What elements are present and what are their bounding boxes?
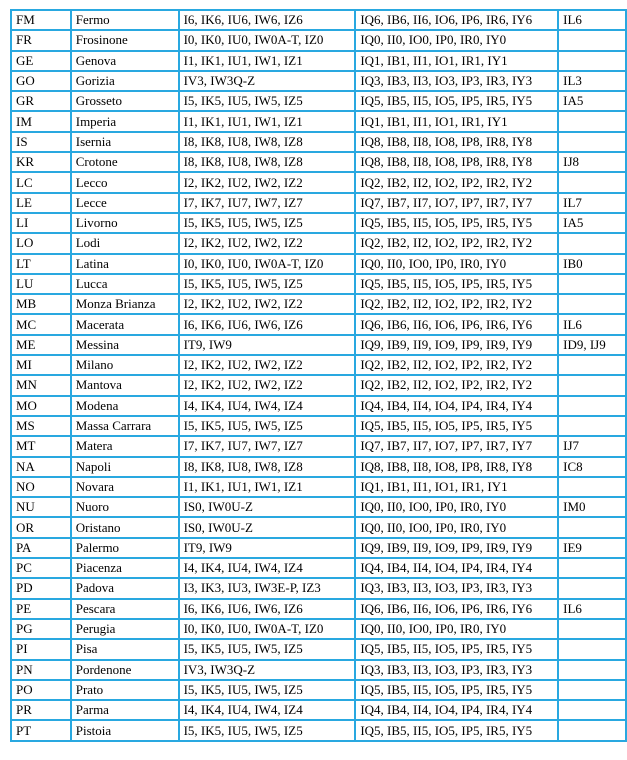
province-code-cell: PD: [12, 579, 72, 599]
special-prefixes-cell: IQ5, IB5, II5, IO5, IP5, IR5, IY5: [356, 681, 559, 701]
station-prefixes-cell: I6, IK6, IU6, IW6, IZ6: [180, 11, 357, 31]
province-name-cell: Milano: [72, 356, 180, 376]
extra-prefixes-cell: IA5: [559, 214, 627, 234]
extra-prefixes-cell: [559, 31, 627, 51]
province-name-cell: Pordenone: [72, 661, 180, 681]
province-code-cell: PE: [12, 600, 72, 620]
table-row: [12, 92, 627, 112]
special-prefixes-cell: IQ7, IB7, II7, IO7, IP7, IR7, IY7: [356, 194, 559, 214]
province-name-cell: Parma: [72, 701, 180, 721]
special-prefixes-cell: IQ3, IB3, II3, IO3, IP3, IR3, IY3: [356, 579, 559, 599]
table-row: [12, 417, 627, 437]
table-row: [12, 72, 627, 92]
special-prefixes-cell: IQ9, IB9, II9, IO9, IP9, IR9, IY9: [356, 336, 559, 356]
province-code-cell: MS: [12, 417, 72, 437]
table-row: [12, 397, 627, 417]
station-prefixes-cell: IS0, IW0U-Z: [180, 498, 357, 518]
province-code-cell: NU: [12, 498, 72, 518]
extra-prefixes-cell: [559, 701, 627, 721]
province-code-cell: MT: [12, 437, 72, 457]
table-row: [12, 31, 627, 51]
extra-prefixes-cell: ID9, IJ9: [559, 336, 627, 356]
province-code-cell: OR: [12, 518, 72, 538]
province-code-cell: MN: [12, 376, 72, 396]
extra-prefixes-cell: [559, 478, 627, 498]
table-row: [12, 336, 627, 356]
special-prefixes-cell: IQ2, IB2, II2, IO2, IP2, IR2, IY2: [356, 376, 559, 396]
special-prefixes-cell: IQ4, IB4, II4, IO4, IP4, IR4, IY4: [356, 701, 559, 721]
province-name-cell: Perugia: [72, 620, 180, 640]
province-name-cell: Lecco: [72, 173, 180, 193]
special-prefixes-cell: IQ5, IB5, II5, IO5, IP5, IR5, IY5: [356, 92, 559, 112]
table-row: [12, 275, 627, 295]
extra-prefixes-cell: IL6: [559, 315, 627, 335]
province-name-cell: Macerata: [72, 315, 180, 335]
station-prefixes-cell: I2, IK2, IU2, IW2, IZ2: [180, 376, 357, 396]
province-code-cell: NA: [12, 458, 72, 478]
province-code-cell: MB: [12, 295, 72, 315]
special-prefixes-cell: IQ6, IB6, II6, IO6, IP6, IR6, IY6: [356, 315, 559, 335]
station-prefixes-cell: I6, IK6, IU6, IW6, IZ6: [180, 315, 357, 335]
province-code-cell: GE: [12, 52, 72, 72]
table-row: [12, 315, 627, 335]
extra-prefixes-cell: IJ7: [559, 437, 627, 457]
special-prefixes-cell: IQ2, IB2, II2, IO2, IP2, IR2, IY2: [356, 295, 559, 315]
station-prefixes-cell: I3, IK3, IU3, IW3E-P, IZ3: [180, 579, 357, 599]
station-prefixes-cell: I5, IK5, IU5, IW5, IZ5: [180, 417, 357, 437]
station-prefixes-cell: I8, IK8, IU8, IW8, IZ8: [180, 133, 357, 153]
extra-prefixes-cell: [559, 681, 627, 701]
province-name-cell: Matera: [72, 437, 180, 457]
special-prefixes-cell: IQ4, IB4, II4, IO4, IP4, IR4, IY4: [356, 559, 559, 579]
table-row: [12, 681, 627, 701]
station-prefixes-cell: I0, IK0, IU0, IW0A-T, IZ0: [180, 31, 357, 51]
table-row: [12, 701, 627, 721]
special-prefixes-cell: IQ0, II0, IO0, IP0, IR0, IY0: [356, 255, 559, 275]
special-prefixes-cell: IQ3, IB3, II3, IO3, IP3, IR3, IY3: [356, 661, 559, 681]
special-prefixes-cell: IQ1, IB1, II1, IO1, IR1, IY1: [356, 52, 559, 72]
table-row: [12, 498, 627, 518]
province-code-cell: NO: [12, 478, 72, 498]
province-code-cell: PT: [12, 721, 72, 741]
table-row: [12, 518, 627, 538]
special-prefixes-cell: IQ5, IB5, II5, IO5, IP5, IR5, IY5: [356, 417, 559, 437]
extra-prefixes-cell: [559, 112, 627, 132]
province-name-cell: Napoli: [72, 458, 180, 478]
table-row: [12, 255, 627, 275]
table-row: [12, 458, 627, 478]
special-prefixes-cell: IQ0, II0, IO0, IP0, IR0, IY0: [356, 498, 559, 518]
special-prefixes-cell: IQ8, IB8, II8, IO8, IP8, IR8, IY8: [356, 458, 559, 478]
extra-prefixes-cell: IC8: [559, 458, 627, 478]
table-row: [12, 539, 627, 559]
extra-prefixes-cell: IB0: [559, 255, 627, 275]
province-name-cell: Monza Brianza: [72, 295, 180, 315]
station-prefixes-cell: I5, IK5, IU5, IW5, IZ5: [180, 275, 357, 295]
table-row: [12, 376, 627, 396]
province-name-cell: Padova: [72, 579, 180, 599]
extra-prefixes-cell: [559, 173, 627, 193]
province-name-cell: Frosinone: [72, 31, 180, 51]
station-prefixes-cell: I7, IK7, IU7, IW7, IZ7: [180, 194, 357, 214]
special-prefixes-cell: IQ5, IB5, II5, IO5, IP5, IR5, IY5: [356, 640, 559, 660]
extra-prefixes-cell: [559, 579, 627, 599]
special-prefixes-cell: IQ1, IB1, II1, IO1, IR1, IY1: [356, 112, 559, 132]
special-prefixes-cell: IQ6, IB6, II6, IO6, IP6, IR6, IY6: [356, 600, 559, 620]
special-prefixes-cell: IQ5, IB5, II5, IO5, IP5, IR5, IY5: [356, 275, 559, 295]
table-row: [12, 11, 627, 31]
extra-prefixes-cell: [559, 52, 627, 72]
province-code-cell: IM: [12, 112, 72, 132]
province-name-cell: Modena: [72, 397, 180, 417]
extra-prefixes-cell: [559, 356, 627, 376]
station-prefixes-cell: I0, IK0, IU0, IW0A-T, IZ0: [180, 255, 357, 275]
station-prefixes-cell: I2, IK2, IU2, IW2, IZ2: [180, 356, 357, 376]
province-name-cell: Grosseto: [72, 92, 180, 112]
province-code-cell: LO: [12, 234, 72, 254]
table-row: [12, 600, 627, 620]
province-name-cell: Massa Carrara: [72, 417, 180, 437]
table-row: [12, 153, 627, 173]
table-row: [12, 620, 627, 640]
station-prefixes-cell: I5, IK5, IU5, IW5, IZ5: [180, 640, 357, 660]
extra-prefixes-cell: IL6: [559, 600, 627, 620]
extra-prefixes-cell: [559, 234, 627, 254]
special-prefixes-cell: IQ5, IB5, II5, IO5, IP5, IR5, IY5: [356, 214, 559, 234]
table-row: [12, 437, 627, 457]
table-row: [12, 52, 627, 72]
province-name-cell: Piacenza: [72, 559, 180, 579]
province-name-cell: Genova: [72, 52, 180, 72]
special-prefixes-cell: IQ9, IB9, II9, IO9, IP9, IR9, IY9: [356, 539, 559, 559]
special-prefixes-cell: IQ0, II0, IO0, IP0, IR0, IY0: [356, 620, 559, 640]
extra-prefixes-cell: IL3: [559, 72, 627, 92]
extra-prefixes-cell: [559, 518, 627, 538]
province-code-cell: PA: [12, 539, 72, 559]
province-name-cell: Latina: [72, 255, 180, 275]
station-prefixes-cell: I4, IK4, IU4, IW4, IZ4: [180, 701, 357, 721]
table-row: [12, 234, 627, 254]
extra-prefixes-cell: IM0: [559, 498, 627, 518]
extra-prefixes-cell: [559, 376, 627, 396]
province-code-cell: PR: [12, 701, 72, 721]
table-body: [12, 11, 627, 742]
extra-prefixes-cell: [559, 559, 627, 579]
station-prefixes-cell: I1, IK1, IU1, IW1, IZ1: [180, 52, 357, 72]
province-code-cell: PI: [12, 640, 72, 660]
special-prefixes-cell: IQ8, IB8, II8, IO8, IP8, IR8, IY8: [356, 133, 559, 153]
province-code-cell: LC: [12, 173, 72, 193]
special-prefixes-cell: IQ2, IB2, II2, IO2, IP2, IR2, IY2: [356, 173, 559, 193]
extra-prefixes-cell: IL7: [559, 194, 627, 214]
table-row: [12, 559, 627, 579]
special-prefixes-cell: IQ3, IB3, II3, IO3, IP3, IR3, IY3: [356, 72, 559, 92]
station-prefixes-cell: I4, IK4, IU4, IW4, IZ4: [180, 397, 357, 417]
province-name-cell: Pescara: [72, 600, 180, 620]
province-code-cell: MI: [12, 356, 72, 376]
station-prefixes-cell: I8, IK8, IU8, IW8, IZ8: [180, 458, 357, 478]
station-prefixes-cell: I5, IK5, IU5, IW5, IZ5: [180, 92, 357, 112]
station-prefixes-cell: I6, IK6, IU6, IW6, IZ6: [180, 600, 357, 620]
special-prefixes-cell: IQ1, IB1, II1, IO1, IR1, IY1: [356, 478, 559, 498]
province-code-cell: KR: [12, 153, 72, 173]
special-prefixes-cell: IQ6, IB6, II6, IO6, IP6, IR6, IY6: [356, 11, 559, 31]
province-name-cell: Livorno: [72, 214, 180, 234]
province-code-cell: FR: [12, 31, 72, 51]
table-row: [12, 356, 627, 376]
province-code-cell: FM: [12, 11, 72, 31]
extra-prefixes-cell: IL6: [559, 11, 627, 31]
special-prefixes-cell: IQ7, IB7, II7, IO7, IP7, IR7, IY7: [356, 437, 559, 457]
province-code-cell: ME: [12, 336, 72, 356]
province-code-cell: MO: [12, 397, 72, 417]
province-name-cell: Mantova: [72, 376, 180, 396]
extra-prefixes-cell: [559, 295, 627, 315]
table-row: [12, 721, 627, 741]
province-code-cell: PO: [12, 681, 72, 701]
province-name-cell: Nuoro: [72, 498, 180, 518]
province-code-cell: IS: [12, 133, 72, 153]
province-code-cell: LT: [12, 255, 72, 275]
extra-prefixes-cell: [559, 640, 627, 660]
extra-prefixes-cell: [559, 417, 627, 437]
special-prefixes-cell: IQ8, IB8, II8, IO8, IP8, IR8, IY8: [356, 153, 559, 173]
table-row: [12, 214, 627, 234]
station-prefixes-cell: I5, IK5, IU5, IW5, IZ5: [180, 681, 357, 701]
special-prefixes-cell: IQ2, IB2, II2, IO2, IP2, IR2, IY2: [356, 234, 559, 254]
province-name-cell: Palermo: [72, 539, 180, 559]
province-code-cell: LU: [12, 275, 72, 295]
table-row: [12, 661, 627, 681]
station-prefixes-cell: I7, IK7, IU7, IW7, IZ7: [180, 437, 357, 457]
station-prefixes-cell: I4, IK4, IU4, IW4, IZ4: [180, 559, 357, 579]
extra-prefixes-cell: IJ8: [559, 153, 627, 173]
province-name-cell: Isernia: [72, 133, 180, 153]
station-prefixes-cell: I2, IK2, IU2, IW2, IZ2: [180, 295, 357, 315]
province-name-cell: Lucca: [72, 275, 180, 295]
province-name-cell: Imperia: [72, 112, 180, 132]
province-name-cell: Fermo: [72, 11, 180, 31]
special-prefixes-cell: IQ5, IB5, II5, IO5, IP5, IR5, IY5: [356, 721, 559, 741]
special-prefixes-cell: IQ0, II0, IO0, IP0, IR0, IY0: [356, 518, 559, 538]
extra-prefixes-cell: IE9: [559, 539, 627, 559]
province-code-cell: GR: [12, 92, 72, 112]
station-prefixes-cell: I0, IK0, IU0, IW0A-T, IZ0: [180, 620, 357, 640]
station-prefixes-cell: I5, IK5, IU5, IW5, IZ5: [180, 721, 357, 741]
province-code-cell: PN: [12, 661, 72, 681]
province-code-cell: LE: [12, 194, 72, 214]
extra-prefixes-cell: [559, 620, 627, 640]
province-name-cell: Crotone: [72, 153, 180, 173]
station-prefixes-cell: I8, IK8, IU8, IW8, IZ8: [180, 153, 357, 173]
province-code-cell: PG: [12, 620, 72, 640]
station-prefixes-cell: IT9, IW9: [180, 539, 357, 559]
province-name-cell: Gorizia: [72, 72, 180, 92]
station-prefixes-cell: I1, IK1, IU1, IW1, IZ1: [180, 478, 357, 498]
station-prefixes-cell: I1, IK1, IU1, IW1, IZ1: [180, 112, 357, 132]
table-row: [12, 194, 627, 214]
table-row: [12, 579, 627, 599]
province-name-cell: Pistoia: [72, 721, 180, 741]
province-name-cell: Pisa: [72, 640, 180, 660]
table-row: [12, 173, 627, 193]
province-name-cell: Prato: [72, 681, 180, 701]
province-name-cell: Messina: [72, 336, 180, 356]
province-name-cell: Lodi: [72, 234, 180, 254]
special-prefixes-cell: IQ4, IB4, II4, IO4, IP4, IR4, IY4: [356, 397, 559, 417]
special-prefixes-cell: IQ2, IB2, II2, IO2, IP2, IR2, IY2: [356, 356, 559, 376]
special-prefixes-cell: IQ0, II0, IO0, IP0, IR0, IY0: [356, 31, 559, 51]
table-row: [12, 133, 627, 153]
station-prefixes-cell: I2, IK2, IU2, IW2, IZ2: [180, 173, 357, 193]
table-row: [12, 112, 627, 132]
station-prefixes-cell: I5, IK5, IU5, IW5, IZ5: [180, 214, 357, 234]
extra-prefixes-cell: [559, 721, 627, 741]
table-row: [12, 640, 627, 660]
table-row: [12, 478, 627, 498]
table-row: [12, 295, 627, 315]
province-code-cell: MC: [12, 315, 72, 335]
province-code-cell: GO: [12, 72, 72, 92]
extra-prefixes-cell: [559, 397, 627, 417]
station-prefixes-cell: IT9, IW9: [180, 336, 357, 356]
station-prefixes-cell: IV3, IW3Q-Z: [180, 72, 357, 92]
province-prefix-table: [10, 9, 627, 742]
province-name-cell: Oristano: [72, 518, 180, 538]
station-prefixes-cell: IS0, IW0U-Z: [180, 518, 357, 538]
station-prefixes-cell: IV3, IW3Q-Z: [180, 661, 357, 681]
extra-prefixes-cell: IA5: [559, 92, 627, 112]
province-code-cell: PC: [12, 559, 72, 579]
extra-prefixes-cell: [559, 275, 627, 295]
extra-prefixes-cell: [559, 661, 627, 681]
station-prefixes-cell: I2, IK2, IU2, IW2, IZ2: [180, 234, 357, 254]
province-code-cell: LI: [12, 214, 72, 234]
province-name-cell: Lecce: [72, 194, 180, 214]
extra-prefixes-cell: [559, 133, 627, 153]
province-name-cell: Novara: [72, 478, 180, 498]
